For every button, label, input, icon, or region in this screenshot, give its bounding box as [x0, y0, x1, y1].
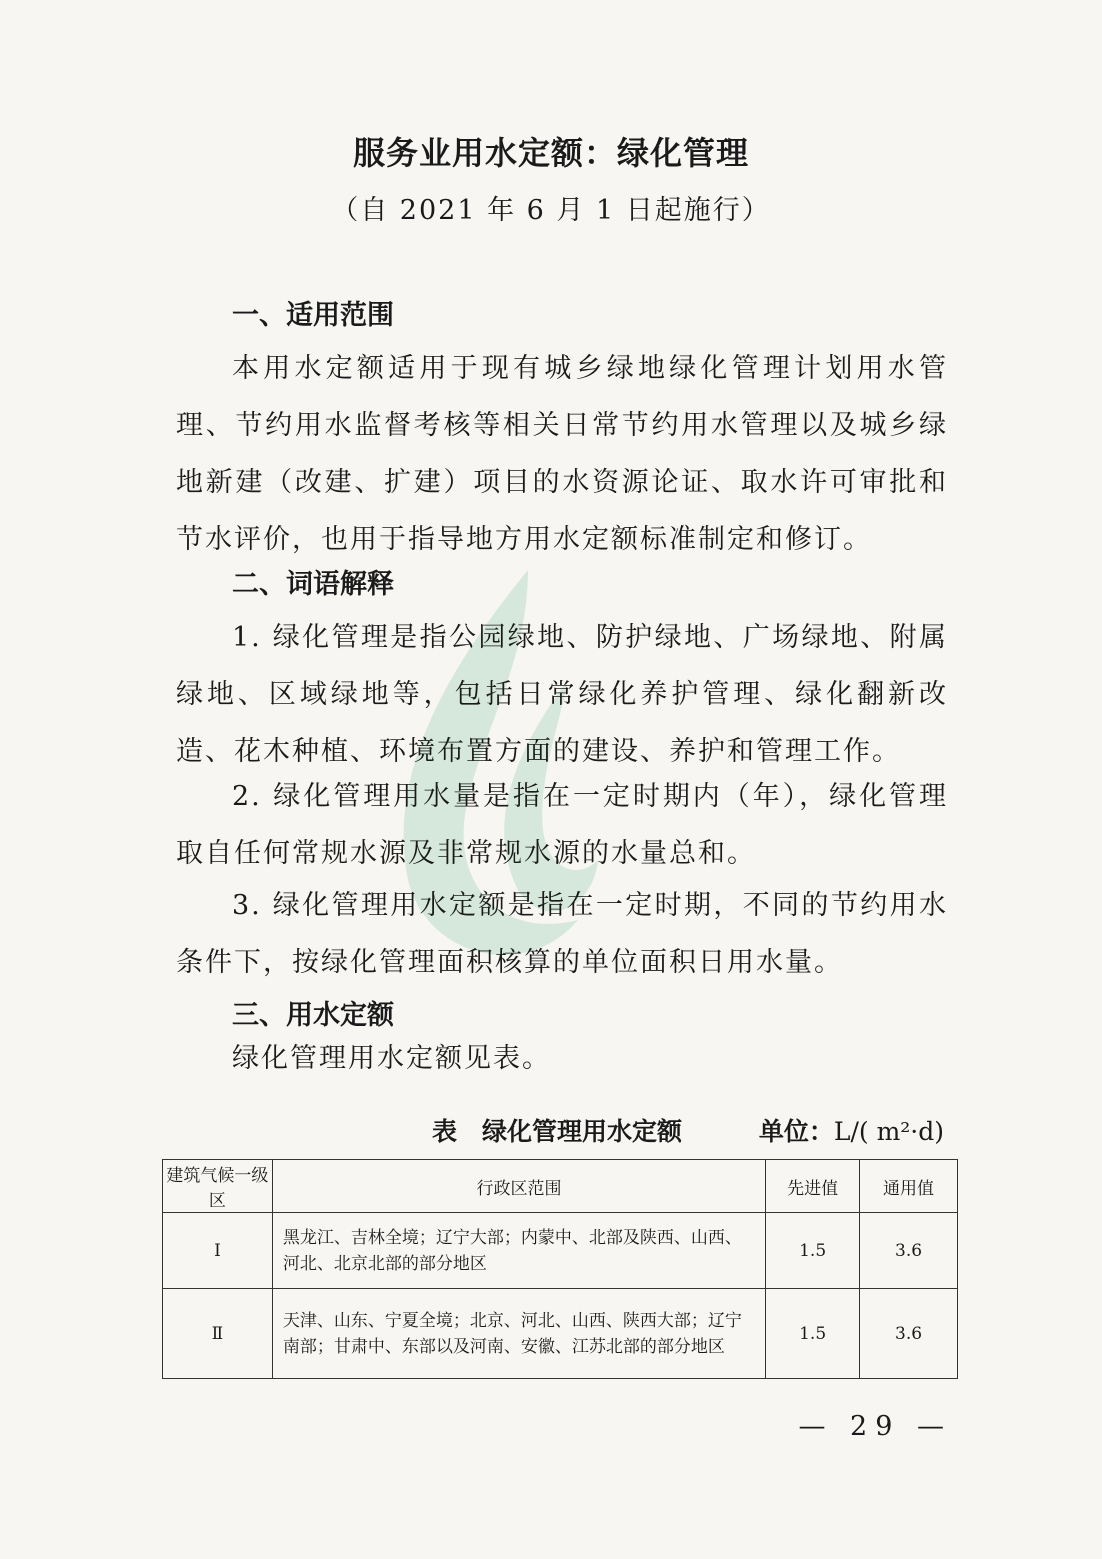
section-heading-quota: 三、用水定额: [232, 1000, 394, 1031]
cell-region: 天津、山东、宁夏全境；北京、河北、山西、陕西大部；辽宁南部；甘肃中、东部以及河南、安徽、江苏北部的部分地区: [272, 1289, 765, 1379]
header-region: 行政区范围: [272, 1160, 765, 1213]
table-unit-value: L/( m²·d): [833, 1117, 944, 1146]
quota-paragraph: 绿化管理用水定额见表。: [232, 1043, 551, 1074]
scope-paragraph: 本用水定额适用于现有城乡绿地绿化管理计划用水管理、节约用水监督考核等相关日常节约用水管理以及城乡绿地新建（改建、扩建）项目的水资源论证、取水许可审批和节水评价，也用于指导地方用水定额标准制定和修订。: [176, 353, 948, 555]
cell-zone: Ⅰ: [163, 1213, 273, 1289]
header-general-value: 通用值: [860, 1160, 958, 1213]
table-row: [163, 1289, 958, 1379]
table-caption: 表 绿化管理用水定额: [432, 1117, 683, 1146]
table-row: [163, 1213, 958, 1289]
section-heading-scope: 一、适用范围: [232, 300, 394, 331]
header-advanced-value: 先进值: [766, 1160, 860, 1213]
header-climate-zone: 建筑气候一级区: [163, 1160, 273, 1213]
document-subtitle: （自 2021 年 6 月 1 日起施行）: [331, 195, 771, 226]
cell-general: 3.6: [860, 1213, 958, 1289]
term-paragraph-3: 3. 绿化管理用水定额是指在一定时期，不同的节约用水条件下，按绿化管理面积核算的单位面积日用水量。: [176, 890, 948, 978]
term-paragraph-1: 1. 绿化管理是指公园绿地、防护绿地、广场绿地、附属绿地、区域绿地等，包括日常绿化养护管理、绿化翻新改造、花木种植、环境布置方面的建设、养护和管理工作。: [176, 622, 948, 767]
term-paragraph-2: 2. 绿化管理用水量是指在一定时期内（年），绿化管理取自任何常规水源及非常规水源的水量总和。: [176, 781, 948, 869]
cell-advanced: 1.5: [766, 1213, 860, 1289]
cell-region: 黑龙江、吉林全境；辽宁大部；内蒙中、北部及陕西、山西、河北、北京北部的部分地区: [272, 1213, 765, 1289]
quota-table: [162, 1159, 958, 1379]
table-unit-label: 单位：: [758, 1117, 834, 1146]
table-unit: [759, 1112, 944, 1148]
document-title: 服务业用水定额：绿化管理: [352, 134, 749, 172]
cell-general: 3.6: [860, 1289, 958, 1379]
section-heading-terms: 二、词语解释: [232, 569, 394, 600]
table-header-row: [163, 1160, 958, 1213]
cell-advanced: 1.5: [766, 1289, 860, 1379]
cell-zone: Ⅱ: [163, 1289, 273, 1379]
page-number: — 29 —: [798, 1411, 952, 1442]
